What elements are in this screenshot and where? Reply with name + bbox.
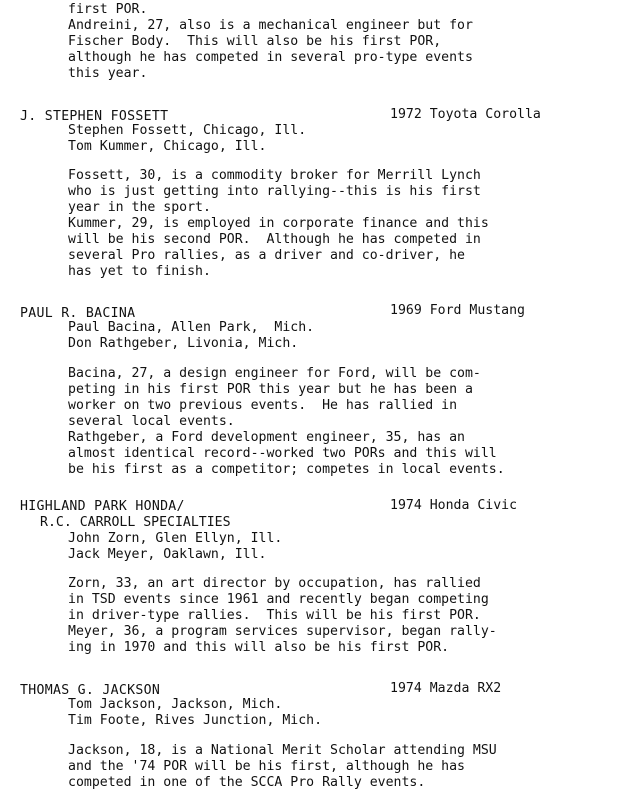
bio-line: several Pro rallies, as a driver and co-driver, he	[68, 248, 465, 263]
entry-car: 1972 Toyota Corolla	[390, 107, 541, 122]
bio-line: Kummer, 29, is employed in corporate finance and this	[68, 216, 489, 231]
entry-team-name: THOMAS G. JACKSON	[20, 683, 161, 698]
entry-team-name: PAUL R. BACINA	[20, 306, 136, 321]
bio-line: Rathgeber, a Ford development engineer, 35, has an	[68, 430, 465, 445]
crew-member: Don Rathgeber, Livonia, Mich.	[68, 336, 299, 351]
bio-line: peting in his first POR this year but he has been a	[68, 382, 473, 397]
intro-line: Fischer Body. This will also be his first POR,	[68, 34, 442, 49]
entry-team-name: HIGHLAND PARK HONDA/	[20, 499, 185, 514]
intro-line: Andreini, 27, also is a mechanical engineer but for	[68, 18, 473, 33]
bio-line: in TSD events since 1961 and recently began competing	[68, 592, 489, 607]
bio-line: year in the sport.	[68, 200, 211, 215]
crew-member: Stephen Fossett, Chicago, Ill.	[68, 123, 307, 138]
bio-line: in driver-type rallies. This will be his first POR.	[68, 608, 481, 623]
bio-line: be his first as a competitor; competes in local events.	[68, 462, 505, 477]
crew-member: Tim Foote, Rives Junction, Mich.	[68, 713, 323, 728]
crew-member: Paul Bacina, Allen Park, Mich.	[68, 320, 315, 335]
bio-line: almost identical record--worked two PORs and this will	[68, 446, 497, 461]
entry-car: 1974 Honda Civic	[390, 498, 518, 513]
bio-line: will be his second POR. Although he has competed in	[68, 232, 481, 247]
bio-line: and the '74 POR will be his first, although he has	[68, 759, 465, 774]
bio-line: worker on two previous events. He has rallied in	[68, 398, 458, 413]
entry-car: 1969 Ford Mustang	[390, 303, 525, 318]
bio-line: Jackson, 18, is a National Merit Scholar attending MSU	[68, 743, 497, 758]
crew-member: Tom Jackson, Jackson, Mich.	[68, 697, 283, 712]
entry-team-name: J. STEPHEN FOSSETT	[20, 109, 169, 124]
bio-line: Zorn, 33, an art director by occupation, has rallied	[68, 576, 481, 591]
bio-line: Meyer, 36, a program services supervisor, began rally-	[68, 624, 497, 639]
crew-member: Tom Kummer, Chicago, Ill.	[68, 139, 267, 154]
bio-line: Fossett, 30, is a commodity broker for Merrill Lynch	[68, 168, 481, 183]
crew-member: John Zorn, Glen Ellyn, Ill.	[68, 531, 283, 546]
bio-line: who is just getting into rallying--this is his first	[68, 184, 481, 199]
bio-line: ing in 1970 and this will also be his first POR.	[68, 640, 450, 655]
crew-member: Jack Meyer, Oaklawn, Ill.	[68, 547, 267, 562]
bio-line: has yet to finish.	[68, 264, 211, 279]
bio-line: several local events.	[68, 414, 235, 429]
bio-line: Bacina, 27, a design engineer for Ford, will be com-	[68, 366, 481, 381]
intro-line: first POR.	[68, 2, 148, 17]
bio-line: competed in one of the SCCA Pro Rally events.	[68, 775, 426, 790]
entry-team-name-continued: R.C. CARROLL SPECIALTIES	[40, 515, 231, 530]
intro-line: this year.	[68, 66, 148, 81]
intro-line: although he has competed in several pro-type events	[68, 50, 473, 65]
entry-car: 1974 Mazda RX2	[390, 681, 502, 696]
